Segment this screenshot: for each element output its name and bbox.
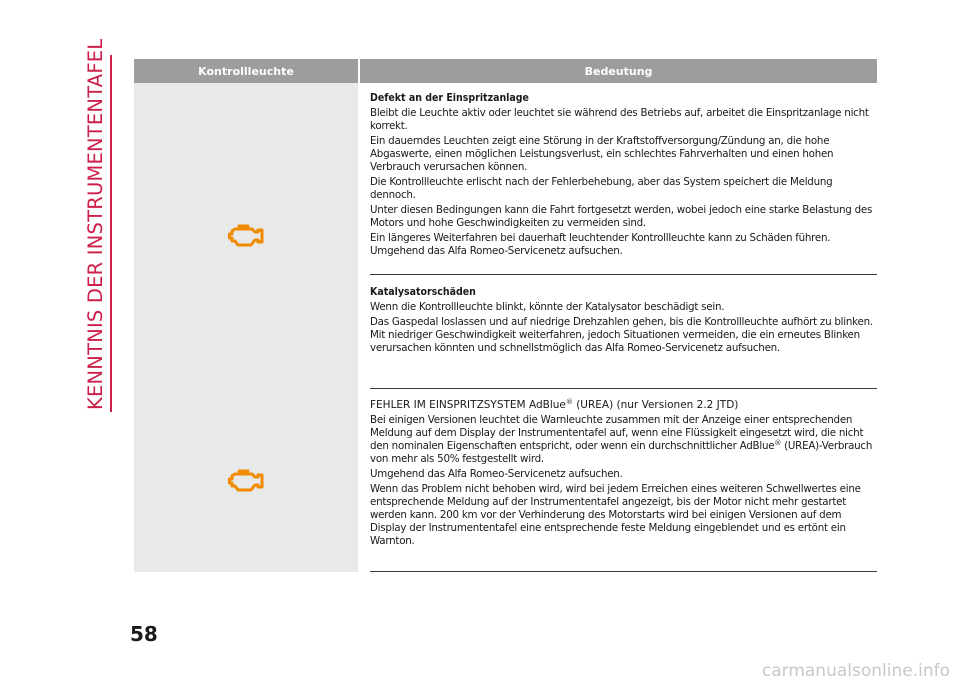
header-kontrollleuchte: Kontrollleuchte	[134, 59, 358, 83]
paragraph: Ein dauerndes Leuchten zeigt eine Störung in der Kraftstoffversorgung/Zündung an, die hohe Abgaswerte, einen möglichen Leistungsverlust, ein schlechtes Fahrverhalten und einen hohen Verbrauch verursachen können.	[370, 135, 834, 173]
meaning-block-adblue	[370, 389, 877, 572]
paragraph: Das Gaspedal loslassen und auf niedrige Drehzahlen gehen, bis die Kontrollleuchte aufhört zu blinken. Mit niedriger Geschwindigkeit weiterfahren, jedoch Situationen vermeiden, die ein erneutes Blinken verursachen könnten und schnellstmöglich das Alfa Romeo-Servicenetz aufsuchen.	[370, 316, 873, 354]
header-bedeutung: Bedeutung	[360, 59, 877, 83]
title-text: FEHLER IM EINSPRITZSYSTEM AdBlue	[370, 399, 566, 411]
paragraph-text: (UREA)-Verbrauch von mehr als 50% festgestellt wird.	[370, 440, 873, 465]
block-title: Katalysatorschäden	[370, 286, 476, 298]
paragraph: Umgehend das Alfa Romeo-Servicenetz aufsuchen.	[370, 468, 623, 480]
meaning-block-injection	[370, 83, 877, 275]
paragraph: Wenn die Kontrollleuchte blinkt, könnte der Katalysator beschädigt sein.	[370, 301, 725, 313]
chapter-title-text: KENNTNIS DER INSTRUMENTENTAFEL	[84, 38, 107, 410]
engine-icon	[227, 223, 265, 249]
page-number: 58	[130, 622, 158, 646]
block-title	[370, 398, 877, 412]
engine-icon	[227, 468, 265, 494]
paragraph: Bleibt die Leuchte aktiv oder leuchtet sie während des Betriebs auf, arbeitet die Einspritzanlage nicht korrekt.	[370, 107, 869, 132]
title-text: (UREA) (nur Versionen 2.2 JTD)	[572, 399, 739, 411]
icon-cell	[134, 83, 358, 389]
watermark: carmanualsonline.info	[761, 661, 950, 681]
meaning-cell	[360, 389, 877, 572]
warning-light-table	[134, 59, 877, 572]
table-row	[134, 83, 877, 389]
icon-cell	[134, 389, 358, 572]
registered-mark: ®	[565, 398, 573, 406]
block-title: Defekt an der Einspritzanlage	[370, 92, 529, 104]
paragraph: Ein längeres Weiterfahren bei dauerhaft leuchtender Kontrollleuchte kann zu Schäden führen. Umgehend das Alfa Romeo-Servicenetz aufsuchen.	[370, 232, 831, 257]
paragraph: Unter diesen Bedingungen kann die Fahrt fortgesetzt werden, wobei jedoch eine starke Belastung des Motors und hohe Geschwindigkeiten zu vermeiden sind.	[370, 204, 873, 229]
chapter-rule	[110, 55, 112, 412]
meaning-cell	[360, 83, 877, 389]
paragraph	[370, 414, 877, 466]
table-row	[134, 389, 877, 572]
table-header	[134, 59, 877, 83]
paragraph: Wenn das Problem nicht behoben wird, wird bei jedem Erreichen eines weiteren Schwellwertes eine entsprechende Meldung auf der Instrumententafel angezeigt, bis der Motor nicht mehr gestartet werden kann. 200 km vor der Verhinderung des Motorstarts wird bei einigen Versionen auf dem Display der Instrumententafel eine entsprechende feste Meldung eingeblendet und es ertönt ein Warnton.	[370, 483, 861, 547]
registered-mark: ®	[774, 439, 782, 447]
paragraph-text: Bei einigen Versionen leuchtet die Warnleuchte zusammen mit der Anzeige einer entsprechenden Meldung auf dem Display der Instrumententafel auf, wenn eine Flüssigkeit eingesetzt wird, die nicht den nominalen Eigenschaften entspricht, oder wenn ein durchschnittlicher AdBlue	[370, 414, 864, 452]
meaning-block-catalyst	[370, 275, 877, 389]
paragraph: Die Kontrollleuchte erlischt nach der Fehlerbehebung, aber das System speichert die Meldung dennoch.	[370, 176, 833, 201]
